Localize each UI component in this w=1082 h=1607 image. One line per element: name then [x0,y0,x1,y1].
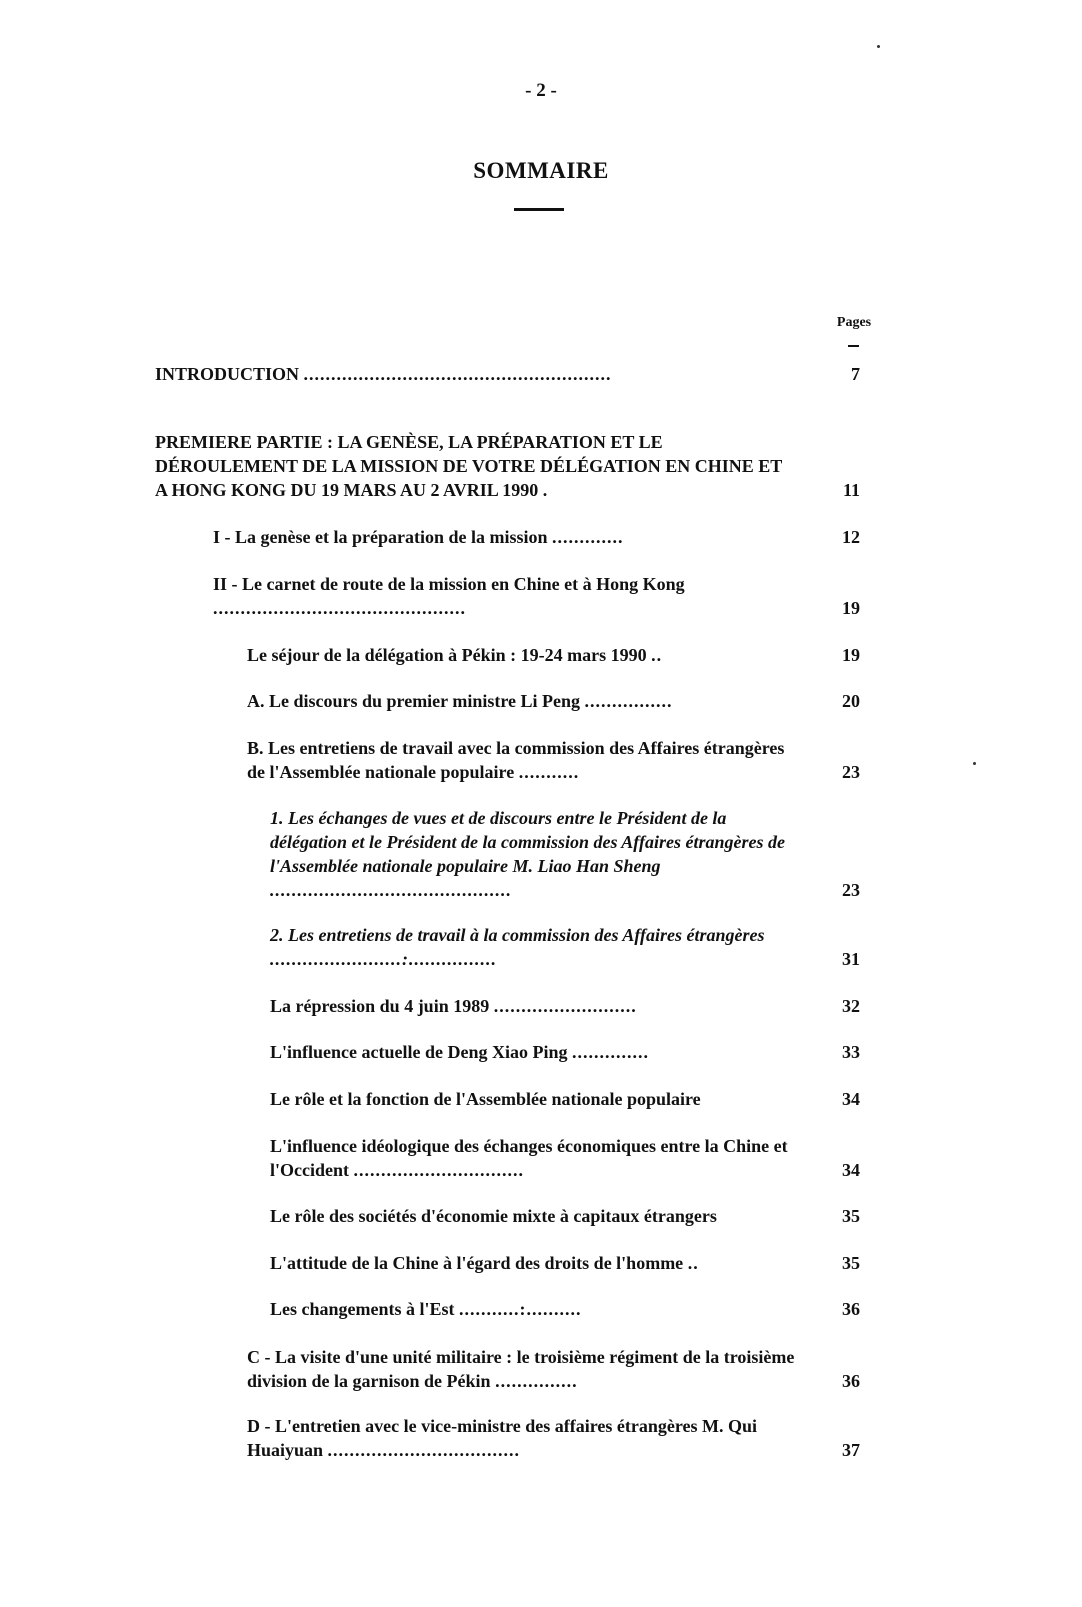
toc-entry-text: La répression du 4 juin 1989 [270,996,490,1016]
toc-page-number: 7 [851,364,860,384]
toc-entry [270,923,880,971]
toc-leader-dots: ............... [495,1371,578,1391]
toc-leader-dots: .......................... [493,996,637,1016]
toc-page-number: 32 [842,996,860,1016]
toc-leader-dots: ............................................ [270,880,512,900]
toc-page-number: 23 [842,880,860,900]
toc-page-number: 36 [842,1299,860,1319]
toc-page-number: 33 [842,1042,860,1062]
toc-page-number: 12 [842,527,860,547]
toc-page-number: 19 [842,598,860,618]
toc-entry-text: PREMIERE PARTIE : LA GENÈSE, LA PRÉPARATION ET LE DÉROULEMENT DE LA MISSION DE VOTRE DÉLÉGATION EN CHINE ET A HONG KONG DU 19 MARS AU 2 AVRIL 1990 [155,432,782,500]
scan-speck [877,45,880,48]
toc-page-number: 23 [842,762,860,782]
toc-page-number: 11 [842,480,860,500]
toc-page-number: 20 [842,691,860,711]
toc-page-number: 35 [842,1206,860,1226]
toc-page-number: 36 [842,1371,860,1391]
toc-entry [247,689,880,713]
toc-leader-dots: ........................:................ [270,949,497,969]
toc-leader-dots: ............. [552,527,624,547]
toc-entry [270,1297,880,1321]
toc-entry-text: C - La visite d'une unité militaire : le troisième régiment de la troisième division de la garnison de Pékin [247,1347,795,1391]
toc-leader-dots: ................................... [327,1440,521,1460]
toc-entry-text: A. Le discours du premier ministre Li Peng [247,691,580,711]
toc-entry [270,1087,880,1111]
toc-entry [270,806,880,902]
toc-entry-text: B. Les entretiens de travail avec la commission des Affaires étrangères de l'Assemblée nationale populaire [247,738,785,782]
toc-leader-dots: .............. [571,1042,649,1062]
toc-entry-text: Le rôle des sociétés d'économie mixte à capitaux étrangers [270,1206,717,1226]
toc-entry [247,643,880,667]
page-number: - 2 - [525,80,557,101]
scan-speck [973,762,976,765]
toc-leader-dots: . [542,480,549,500]
toc-entry [270,994,880,1018]
toc-leader-dots: ...........:.......... [459,1299,582,1319]
toc-entry [247,736,880,784]
toc-entry-text: L'influence idéologique des échanges économiques entre la Chine et l'Occident [270,1136,788,1180]
page-title: SOMMAIRE [473,158,609,183]
pages-column-header: Pages [836,315,872,330]
toc-page-number: 35 [842,1253,860,1273]
toc-page-number: 34 [842,1160,860,1180]
toc-entry-text: 2. Les entretiens de travail à la commission des Affaires étrangères [270,925,765,945]
toc-entry [213,572,880,620]
toc-entry-text: D - L'entretien avec le vice-ministre des affaires étrangères M. Qui Huaiyuan [247,1416,758,1460]
toc-leader-dots: ............................... [353,1160,524,1180]
toc-entry-text: Le séjour de la délégation à Pékin : 19-24 mars 1990 [247,645,647,665]
toc-entry-text: INTRODUCTION [155,364,300,384]
toc-entry-text: L'influence actuelle de Deng Xiao Ping [270,1042,568,1062]
toc-entry-text: II - Le carnet de route de la mission en Chine et à Hong Kong [213,574,685,594]
toc-page-number: 31 [842,949,860,969]
toc-entry-text: L'attitude de la Chine à l'égard des droits de l'homme [270,1253,684,1273]
toc-page-number: 37 [842,1440,860,1460]
toc-entry [155,362,880,386]
toc-entry-text: Les changements à l'Est [270,1299,455,1319]
toc-entry [247,1345,880,1393]
toc-leader-dots: ........... [518,762,580,782]
toc-entry-text: Le rôle et la fonction de l'Assemblée nationale populaire [270,1089,701,1109]
toc-entry [270,1251,880,1275]
toc-page-number: 34 [842,1089,860,1109]
toc-entry [155,430,880,502]
toc-entry-text: I - La genèse et la préparation de la mission [213,527,548,547]
toc-entry [270,1204,880,1228]
toc-entry-text: 1. Les échanges de vues et de discours entre le Président de la délégation et le Président de la commission des Affaires étrangères de l'Assemblée nationale populaire M. Liao Han Sheng [270,808,785,876]
toc-page-number: 19 [842,645,860,665]
title-underline [514,208,564,211]
toc-entry [270,1134,880,1182]
toc-leader-dots: .. [651,645,663,665]
toc-entry [247,1414,880,1462]
pages-header-dash [848,345,859,347]
toc-entry [213,525,880,549]
toc-leader-dots: .............................................. [213,598,466,618]
toc-entry [270,1040,880,1064]
toc-leader-dots: .. [687,1253,699,1273]
toc-leader-dots: ........................................................ [303,364,612,384]
toc-leader-dots: ................ [584,691,673,711]
